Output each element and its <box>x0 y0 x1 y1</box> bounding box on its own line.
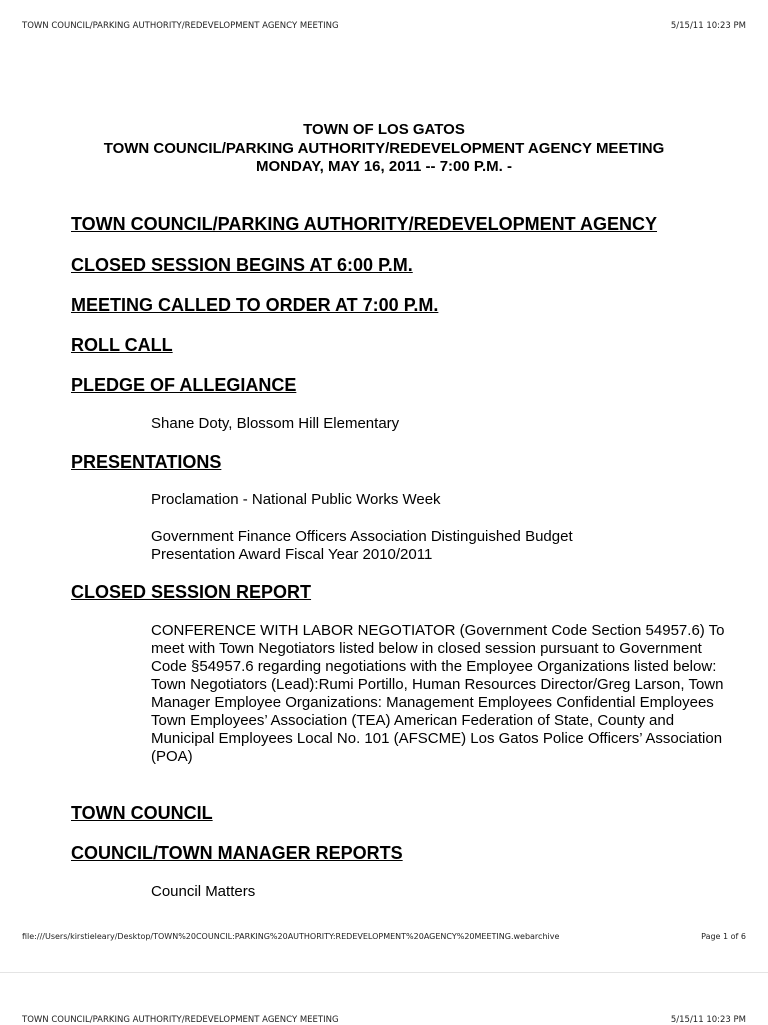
section-closed-session-report-heading: CLOSED SESSION REPORT <box>71 582 312 602</box>
title-line-date: MONDAY, MAY 16, 2011 -- 7:00 P.M. - <box>256 158 512 175</box>
print-footer <box>22 932 746 941</box>
next-page-header-title: TOWN COUNCIL/PARKING AUTHORITY/REDEVELOPMENT AGENCY MEETING <box>22 1015 339 1025</box>
title-line-meeting: TOWN COUNCIL/PARKING AUTHORITY/REDEVELOPMENT AGENCY MEETING <box>103 139 665 157</box>
page-break-divider <box>0 972 768 973</box>
document-title <box>0 121 768 177</box>
section-roll-call-heading: ROLL CALL <box>71 335 173 355</box>
section-closed-session-heading: CLOSED SESSION BEGINS AT 6:00 P.M. <box>71 255 413 275</box>
presentations-item-award: Government Finance Officers Association Distinguished Budget Presentation Award Fiscal Year 2010/2011 <box>151 528 573 563</box>
print-footer-path: file:///Users/kirstieleary/Desktop/TOWN%20COUNCIL:PARKING%20AUTHORITY:REDEVELOPMENT%20AGENCY%20MEETING.webarchive <box>22 932 560 941</box>
manager-reports-item: Council Matters <box>151 883 256 900</box>
section-pledge-heading: PLEDGE OF ALLEGIANCE <box>71 375 297 395</box>
section-presentations-heading: PRESENTATIONS <box>71 452 222 472</box>
closed-session-report-text: CONFERENCE WITH LABOR NEGOTIATOR (Government Code Section 54957.6) To meet with Town Negotiators listed below in closed session pursuant to Government Code §54957.6 regarding negotiations with the Employee Organizations listed below: Town Negotiators (Lead):Rumi Portillo, Human Resources Director/Greg Larson, Town Manager Employee Organizations: Management Employees Confidential Employees Town Employees’ Association (TEA) American Federation of State, County and Municipal Employees Local No. 101 (AFSCME) Los Gatos Police Officers’ Association (POA) <box>151 622 725 765</box>
section-manager-reports-heading: COUNCIL/TOWN MANAGER REPORTS <box>71 843 403 863</box>
section-town-council-heading: TOWN COUNCIL <box>71 803 213 823</box>
print-header <box>22 21 746 31</box>
presentations-item-proclamation: Proclamation - National Public Works Week <box>151 491 441 508</box>
next-page-header-datetime: 5/15/11 10:23 PM <box>670 1015 746 1025</box>
print-footer-page-number: Page 1 of 6 <box>701 932 746 941</box>
print-header-datetime: 5/15/11 10:23 PM <box>670 21 746 31</box>
section-called-to-order-heading: MEETING CALLED TO ORDER AT 7:00 P.M. <box>71 295 439 315</box>
pledge-item: Shane Doty, Blossom Hill Elementary <box>151 415 400 432</box>
title-line-town: TOWN OF LOS GATOS <box>303 121 465 138</box>
print-header-title: TOWN COUNCIL/PARKING AUTHORITY/REDEVELOPMENT AGENCY MEETING <box>22 21 339 31</box>
section-agency-heading: TOWN COUNCIL/PARKING AUTHORITY/REDEVELOPMENT AGENCY <box>71 214 658 234</box>
